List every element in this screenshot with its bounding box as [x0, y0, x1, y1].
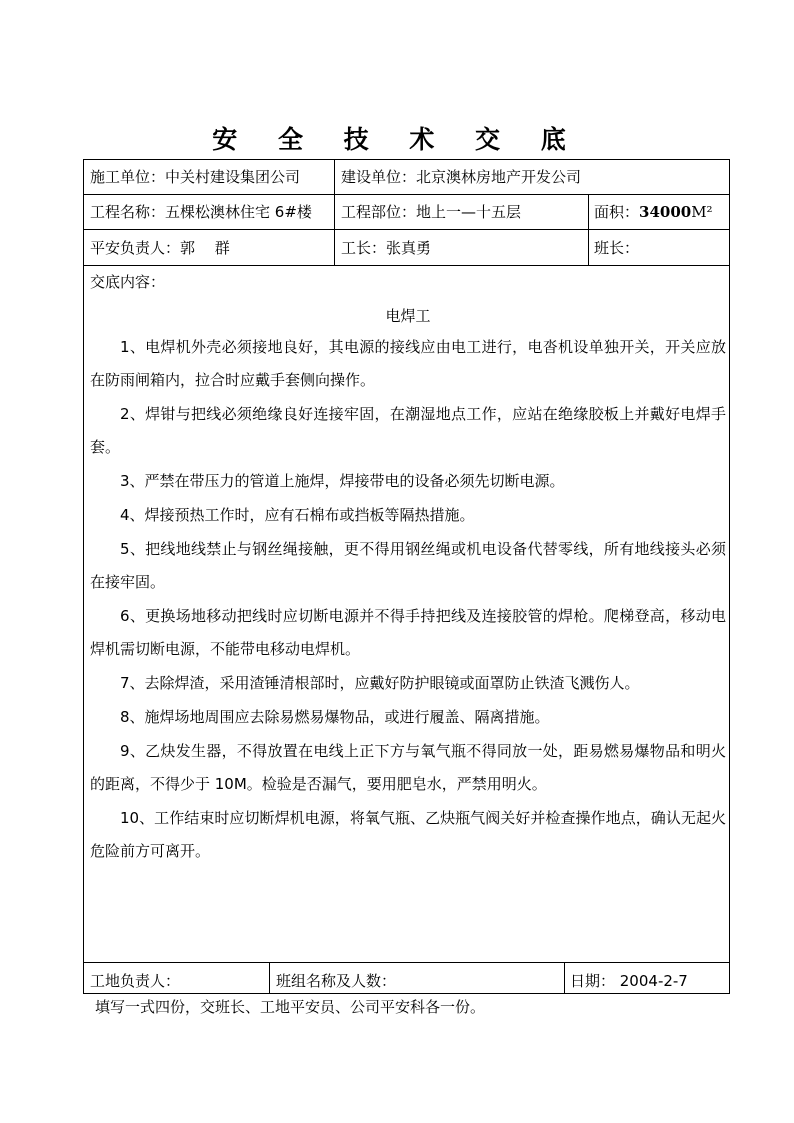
safety-rule-item: 9、乙炔发生器，不得放置在电线上正下方与氧气瓶不得同放一处，距易燃易爆物品和明火的距离，不得少于 10M。检验是否漏气，要用肥皂水，严禁用明火。 [90, 742, 726, 793]
safety-rule-item: 7、去除焊渣，采用渣锤清根部时，应戴好防护眼镜或面罩防止铁渣飞溅伤人。 [120, 674, 640, 692]
safety-rule-item: 1、电焊机外壳必须接地良好，其电源的接线应由电工进行，电沓机设单独开关，开关应放在防雨闸箱内，拉合时应戴手套侧向操作。 [90, 338, 726, 389]
safety-rule-item: 6、更换场地移动把线时应切断电源并不得手持把线及连接胶管的焊枪。爬梯登高，移动电焊机需切断电源，不能带电移动电焊机。 [90, 607, 726, 658]
sign-date: 日期： 2004-2-7 [570, 972, 688, 990]
footnote: 填写一式四份，交班长、工地平安员、公司平安科各一份。 [95, 998, 486, 1016]
team-leader: 班长： [594, 239, 640, 257]
project-part: 工程部位：地上一—十五层 [341, 203, 522, 221]
safety-rule-item: 5、把线地线禁止与钢丝绳接触，更不得用钢丝绳或机电设备代替零线，所有地线接头必须在接牢固。 [90, 540, 726, 591]
safety-rule-item: 2、焊钳与把线必须绝缘良好连接牢固，在潮湿地点工作，应站在绝缘胶板上并戴好电焊手套。 [90, 405, 726, 456]
foreman: 工长：张真勇 [341, 239, 432, 257]
safety-rule-item: 3、严禁在带压力的管道上施焊，焊接带电的设备必须先切断电源。 [120, 472, 565, 490]
team-info: 班组名称及人数： [276, 972, 397, 990]
site-manager: 工地负责人： [90, 972, 181, 990]
project-name: 工程名称：五棵松澳林住宅 6#楼 [90, 203, 312, 221]
safety-rule-item: 4、焊接预热工作时，应有石棉布或挡板等隔热措施。 [120, 506, 475, 524]
disclosure-content [90, 267, 726, 869]
project-area [594, 202, 713, 222]
safety-officer: 平安负责人：郭 群 [90, 239, 230, 257]
builder-unit: 建设单位：北京澳林房地产开发公司 [341, 168, 582, 186]
construction-unit: 施工单位：中关村建设集团公司 [90, 168, 301, 186]
area-value: 34000 [639, 203, 692, 221]
area-label: 面积： [594, 203, 640, 221]
content-heading: 电焊工 [385, 307, 431, 325]
safety-rule-item: 10、工作结束时应切断焊机电源，将氧气瓶、乙炔瓶气阀关好并检查操作地点，确认无起火危险前方可离开。 [90, 809, 726, 860]
safety-rule-item: 8、施焊场地周围应去除易燃易爆物品，或进行履盖、隔离措施。 [120, 708, 550, 726]
disclosure-form-table [83, 159, 730, 994]
content-label: 交底内容： [90, 273, 166, 291]
document-title: 安 全 技 术 交 底 [212, 125, 582, 154]
area-unit: M² [691, 203, 713, 221]
